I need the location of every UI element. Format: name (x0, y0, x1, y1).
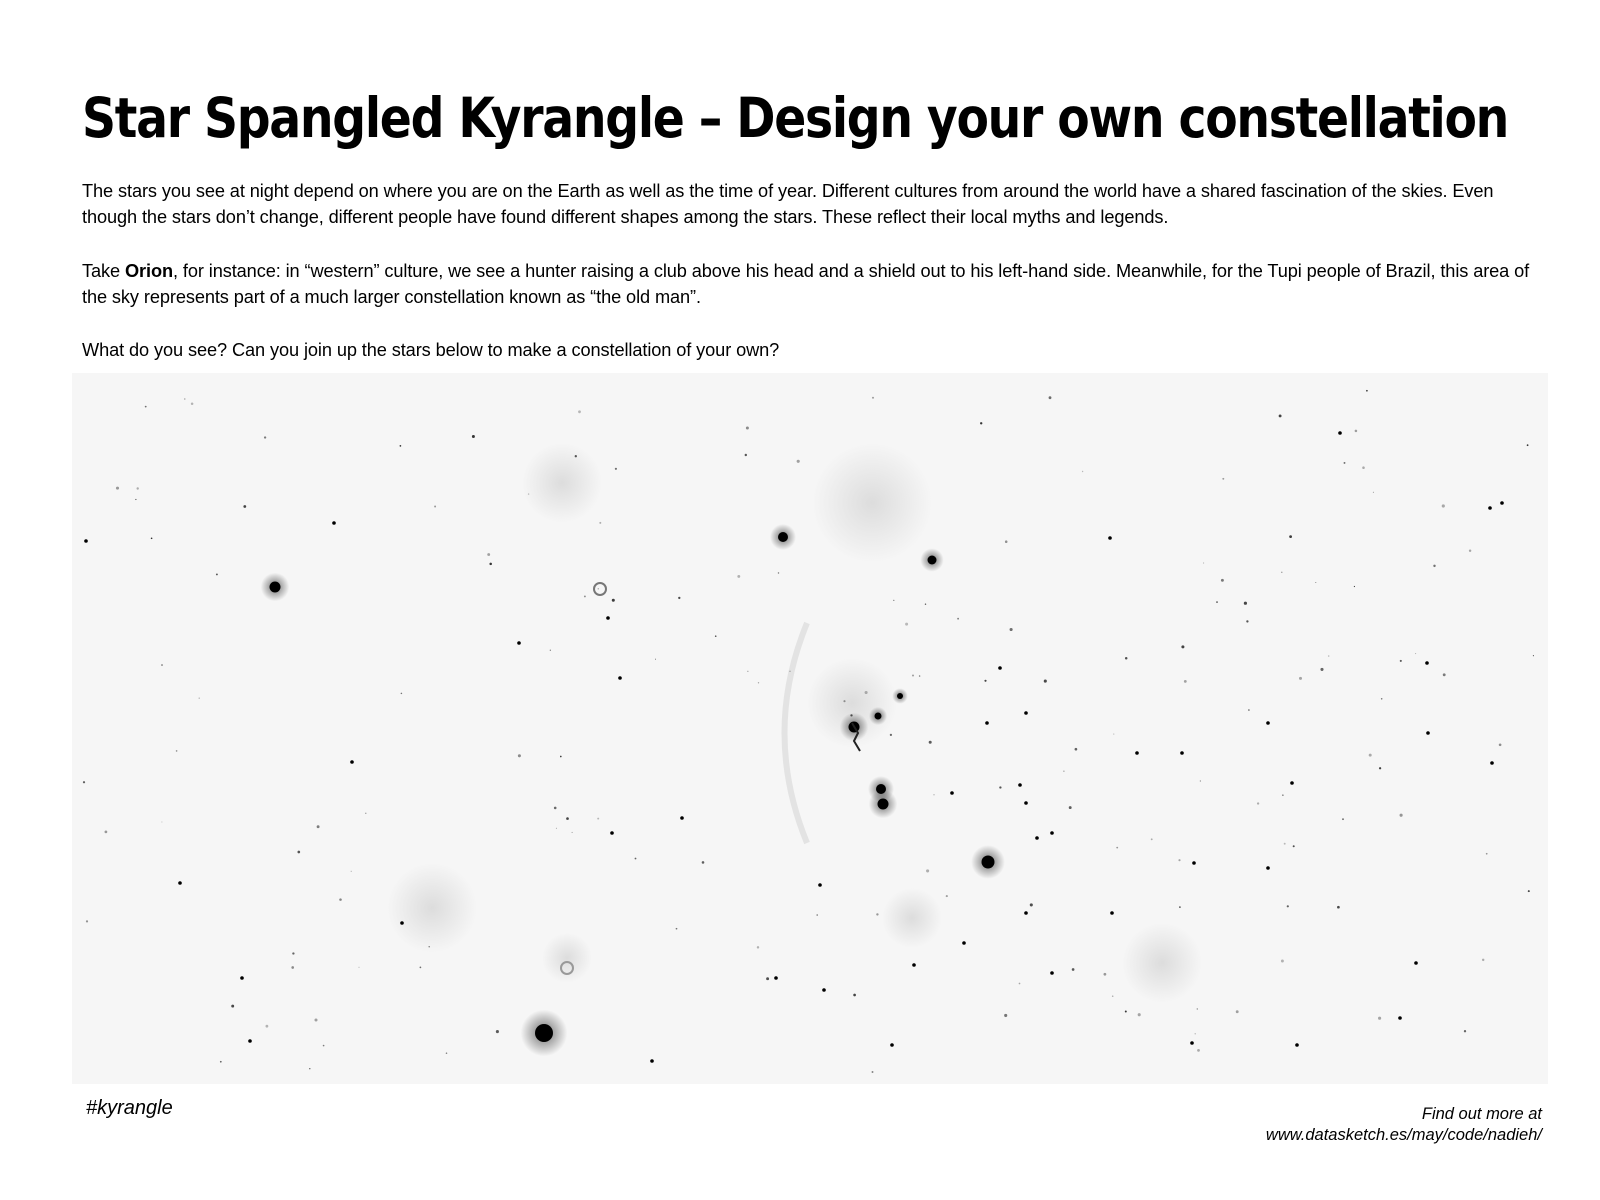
star (950, 791, 954, 795)
star (1110, 911, 1114, 915)
star (428, 946, 429, 947)
star (1195, 1033, 1196, 1034)
star (1287, 905, 1289, 907)
star (1222, 478, 1224, 480)
star (1005, 540, 1008, 543)
intro-paragraph-1: The stars you see at night depend on where you are on the Earth as well as the time of year. Different cultures from around the world have a shared fascination of the skies. Even though the stars don’t change, different people have found different shapes among the stars. These reflect their local myths and legends. (82, 181, 1494, 227)
star (818, 883, 822, 887)
star (350, 760, 354, 764)
star (400, 445, 402, 447)
star (757, 946, 759, 948)
star (332, 521, 336, 525)
star (928, 556, 937, 565)
star (766, 977, 769, 980)
star (1342, 818, 1344, 820)
star (893, 600, 894, 601)
star (1344, 462, 1346, 464)
star (1378, 1017, 1381, 1020)
star (1049, 396, 1052, 399)
star (998, 666, 1002, 670)
star (161, 821, 162, 822)
star (1266, 866, 1270, 870)
star-layer (83, 390, 1534, 1073)
find-out-more-label: Find out more at (1421, 1105, 1542, 1123)
star (1200, 780, 1201, 781)
star (270, 582, 281, 593)
intro-paragraph-2-start: Take (82, 261, 125, 281)
star (550, 650, 551, 651)
star (1004, 1014, 1007, 1017)
star (853, 994, 856, 997)
star (843, 700, 845, 702)
star (1398, 1016, 1402, 1020)
star (999, 786, 1001, 788)
star (635, 858, 637, 860)
star (1192, 861, 1196, 865)
star (962, 941, 966, 945)
star (1293, 845, 1295, 847)
star (446, 1052, 448, 1054)
star (1010, 628, 1013, 631)
star (309, 1068, 310, 1069)
star (151, 537, 153, 539)
star (778, 532, 788, 542)
star (982, 856, 995, 869)
star-field-image (72, 373, 1548, 1084)
nebula-haze (1122, 923, 1202, 1003)
star (220, 1061, 222, 1063)
star (560, 756, 562, 758)
star (876, 913, 878, 915)
star (264, 436, 266, 438)
star (1257, 802, 1259, 804)
star (929, 741, 932, 744)
star (1528, 890, 1530, 892)
star (566, 817, 569, 820)
star (680, 816, 684, 820)
star (556, 828, 557, 829)
nebula-haze (542, 933, 592, 983)
star (1030, 903, 1033, 906)
star (314, 1018, 317, 1021)
star (1135, 751, 1139, 755)
star (912, 674, 914, 676)
star (875, 713, 882, 720)
star (83, 781, 85, 783)
star (1216, 601, 1218, 603)
star (618, 676, 622, 680)
star (1500, 501, 1504, 505)
star (1019, 983, 1021, 985)
star (184, 398, 185, 399)
star (578, 410, 581, 413)
star (434, 506, 436, 508)
star (1381, 698, 1383, 700)
star (105, 831, 108, 834)
star (1236, 1010, 1239, 1013)
star (905, 623, 908, 626)
star (291, 966, 294, 969)
star (231, 1005, 234, 1008)
star (1464, 1030, 1466, 1032)
star (216, 573, 218, 575)
footer-link-block (1266, 1104, 1542, 1146)
star (985, 721, 989, 725)
star (597, 818, 599, 820)
star (1125, 657, 1128, 660)
star (1488, 506, 1492, 510)
star (816, 914, 818, 916)
star (1373, 492, 1374, 493)
star (1138, 1013, 1141, 1016)
star (1482, 959, 1484, 961)
star (176, 750, 178, 752)
star (1533, 655, 1534, 656)
star (472, 435, 475, 438)
star (1414, 961, 1418, 965)
star (737, 575, 740, 578)
star (1379, 767, 1381, 769)
star (489, 563, 492, 566)
star (420, 967, 422, 969)
star (606, 616, 610, 620)
star (1104, 973, 1107, 976)
nebula-haze (812, 443, 932, 563)
orion-highlight: Orion (124, 261, 173, 281)
star (872, 1071, 874, 1073)
star (1221, 579, 1224, 582)
star (1282, 794, 1283, 795)
nebula-arc (785, 623, 808, 843)
star (1486, 853, 1488, 855)
star (178, 881, 182, 885)
star (1181, 645, 1184, 648)
star (1197, 1008, 1198, 1009)
star (1069, 806, 1072, 809)
star (1024, 801, 1028, 805)
nebula-haze (522, 443, 602, 523)
star (1050, 831, 1054, 835)
star (365, 813, 366, 814)
star (1299, 677, 1302, 680)
star (517, 641, 521, 645)
star (248, 1039, 252, 1043)
star (1279, 414, 1282, 417)
star (1063, 770, 1064, 771)
star (676, 928, 678, 930)
star (1400, 660, 1402, 662)
star (1035, 836, 1039, 840)
star (678, 597, 680, 599)
star (1289, 535, 1292, 538)
star (1284, 843, 1286, 845)
star (1527, 444, 1529, 446)
star (926, 869, 929, 872)
website-url[interactable]: www.datasketch.es/may/code/nadieh/ (1265, 1126, 1542, 1144)
star (339, 898, 342, 901)
star (1116, 847, 1118, 849)
star (1075, 748, 1078, 751)
star (615, 468, 617, 470)
star (1044, 680, 1047, 683)
star (1113, 734, 1114, 735)
star (1400, 814, 1403, 817)
star (1469, 549, 1471, 551)
star (1050, 971, 1054, 975)
star (400, 921, 404, 925)
star (1151, 838, 1153, 840)
star (1338, 431, 1342, 435)
star (1024, 711, 1028, 715)
star (1369, 754, 1372, 757)
star (161, 664, 163, 666)
star (933, 794, 934, 795)
star (535, 1024, 553, 1042)
star (1112, 995, 1114, 997)
intro-paragraph-2-end: , for instance: in “western” culture, we see a hunter raising a club above his head and a shield out to his left-hand side. Meanwhile, for the Tupi people of Brazil, this area of the sky represents part of a much larger constellation known as “the old man”. (82, 261, 1530, 307)
star (292, 952, 294, 954)
page-title: Star Spangled Kyrangle – Design your own constellation (82, 86, 1509, 150)
intro-paragraph-2 (82, 258, 1542, 310)
star (946, 895, 948, 897)
star (822, 988, 826, 992)
star (789, 670, 791, 672)
star (1281, 572, 1282, 573)
star (487, 553, 490, 556)
nebula-haze (387, 863, 477, 953)
star (1072, 968, 1075, 971)
star (1203, 562, 1204, 563)
star (758, 682, 759, 683)
star (572, 832, 573, 833)
star (702, 861, 705, 864)
star (199, 697, 200, 698)
star (317, 825, 320, 828)
star (1354, 586, 1355, 587)
star (1362, 466, 1365, 469)
star (778, 572, 779, 573)
star (746, 427, 749, 430)
star (957, 618, 959, 620)
star (1180, 751, 1184, 755)
star (323, 1045, 325, 1047)
star (351, 871, 352, 872)
star (774, 976, 778, 980)
star (1125, 1010, 1127, 1012)
star (747, 671, 748, 672)
star (1281, 960, 1284, 963)
star (1246, 620, 1248, 622)
star (243, 505, 246, 508)
star (240, 976, 244, 980)
star (1355, 430, 1358, 433)
star (850, 714, 852, 716)
star (1366, 390, 1368, 392)
star (890, 1043, 894, 1047)
star (598, 588, 600, 590)
star (1108, 536, 1112, 540)
star (266, 1025, 269, 1028)
star (1248, 709, 1250, 711)
star (1266, 721, 1270, 725)
star (401, 693, 403, 695)
star (1197, 1049, 1200, 1052)
star (980, 422, 982, 424)
star (86, 920, 88, 922)
nebula-haze (882, 888, 942, 948)
star (878, 799, 889, 810)
star (1490, 761, 1494, 765)
star (1320, 668, 1323, 671)
star (1290, 781, 1294, 785)
star (599, 522, 601, 524)
star (1244, 602, 1247, 605)
star (1415, 653, 1416, 654)
star (575, 455, 577, 457)
star (655, 659, 656, 660)
star (1337, 906, 1340, 909)
star (715, 635, 717, 637)
star (1082, 471, 1083, 472)
star (1443, 673, 1446, 676)
star (872, 397, 874, 399)
star (1499, 743, 1502, 746)
star (1024, 911, 1028, 915)
star (496, 1030, 499, 1033)
hashtag: #kyrangle (86, 1097, 173, 1119)
star (518, 754, 521, 757)
star (528, 493, 529, 494)
intro-question: What do you see? Can you join up the stars below to make a constellation of your own? (82, 340, 780, 360)
star (650, 1059, 654, 1063)
star (797, 460, 800, 463)
star (1018, 783, 1022, 787)
star (919, 675, 921, 677)
star (612, 599, 615, 602)
star (359, 967, 360, 968)
star (135, 499, 136, 500)
star (1315, 582, 1316, 583)
star (145, 406, 147, 408)
star (1190, 1041, 1194, 1045)
star (1426, 731, 1430, 735)
star (890, 734, 892, 736)
star (745, 454, 747, 456)
star (925, 603, 926, 604)
star (1184, 680, 1187, 683)
star (191, 403, 194, 406)
star-field-svg (72, 373, 1548, 1084)
star (584, 595, 586, 597)
star (912, 963, 916, 967)
star (1178, 859, 1180, 861)
star (1295, 1043, 1299, 1047)
star (1179, 906, 1181, 908)
nebula-layer (387, 443, 1202, 1003)
star (897, 693, 903, 699)
star (984, 680, 986, 682)
star (116, 487, 119, 490)
star (1442, 504, 1445, 507)
star (610, 831, 614, 835)
star (297, 851, 300, 854)
star (84, 539, 88, 543)
star (1425, 661, 1429, 665)
star (865, 691, 868, 694)
star (137, 487, 139, 489)
star (1328, 655, 1330, 657)
star-cluster (594, 583, 606, 595)
star (554, 807, 557, 810)
star (1433, 565, 1435, 567)
